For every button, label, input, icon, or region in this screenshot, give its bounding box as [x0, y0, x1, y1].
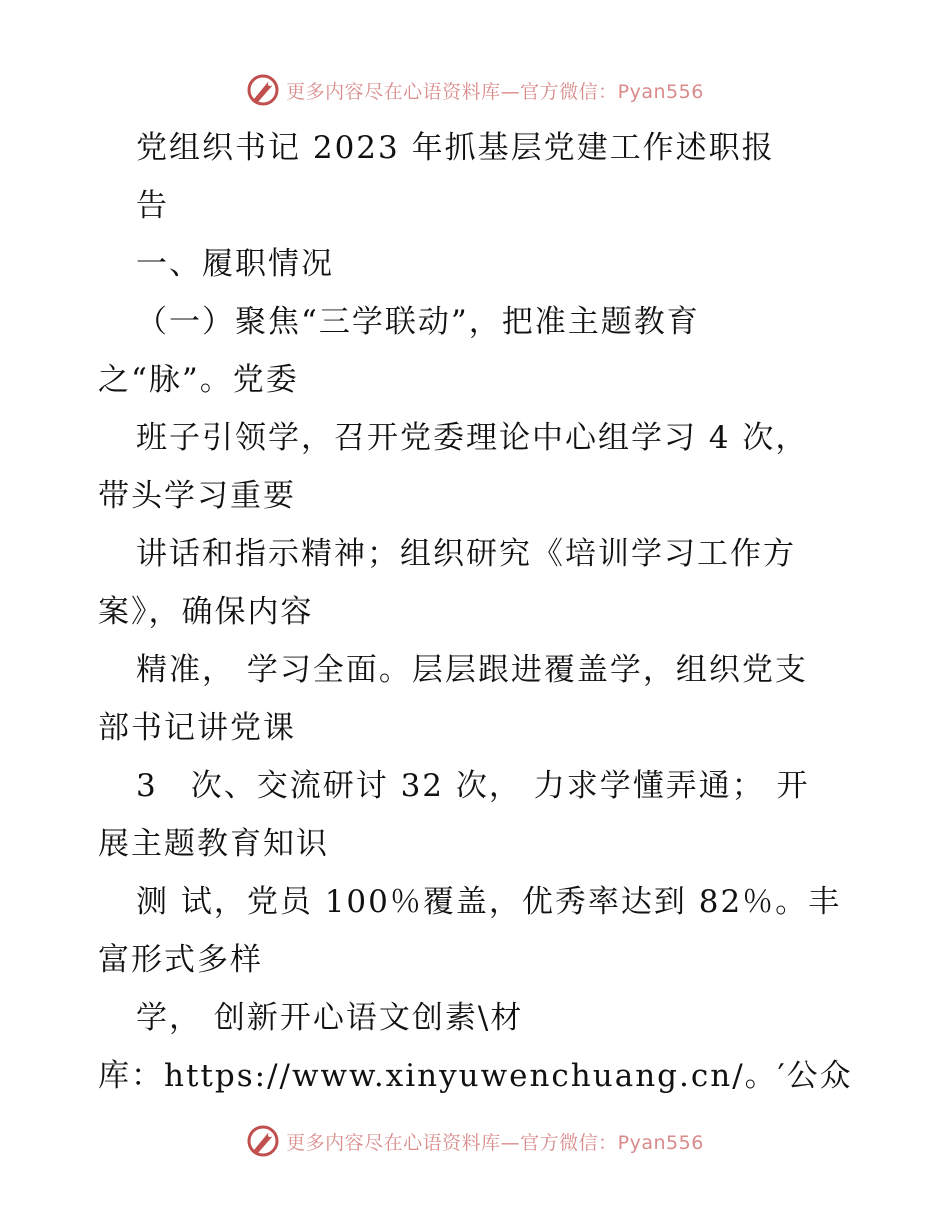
paragraph-line: 案》，确保内容 [98, 594, 314, 630]
paragraph-line: 学， 创新开心语文创素\材 [136, 1000, 524, 1036]
paragraph-line: 展主题教育知识 [98, 826, 329, 862]
paragraph-line: 带头学习重要 [98, 478, 296, 514]
subsection-heading: （一）聚焦“三学联动”，把准主题教育 [136, 304, 700, 340]
pen-logo-icon [246, 73, 280, 107]
paragraph-line: 讲话和指示精神；组织研究《培训学习工作方 [136, 536, 796, 572]
paragraph-line-url: 库：https://www.xinyuwenchuang.cn/。′公众 [98, 1058, 853, 1094]
paragraph-line: 3 次、交流研讨 32 次， 力求学懂弄通； 开 [136, 768, 810, 804]
paragraph-line: 精准， 学习全面。层层跟进覆盖学，组织党支 [136, 652, 808, 688]
paragraph-line: 测 试，党员 100％覆盖，优秀率达到 82％。丰 [136, 884, 842, 920]
footer-watermark [0, 1121, 950, 1161]
title-line-1: 党组织书记 2023 年抓基层党建工作述职报 [136, 130, 775, 166]
watermark-text: 更多内容尽在心语资料库—官方微信：Pyan556 [286, 1131, 704, 1154]
section-heading: 一、履职情况 [136, 246, 334, 282]
paragraph-line: 班子引领学，召开党委理论中心组学习 4 次， [136, 420, 809, 456]
paragraph-line: 之“脉”。党委 [98, 362, 299, 398]
header-watermark [0, 70, 950, 110]
paragraph-line: 富形式多样 [98, 942, 263, 978]
paragraph-line: 部书记讲党课 [98, 710, 296, 746]
title-line-2: 告 [136, 188, 169, 224]
watermark-text: 更多内容尽在心语资料库—官方微信：Pyan556 [286, 80, 704, 103]
pen-logo-icon [246, 1124, 280, 1158]
